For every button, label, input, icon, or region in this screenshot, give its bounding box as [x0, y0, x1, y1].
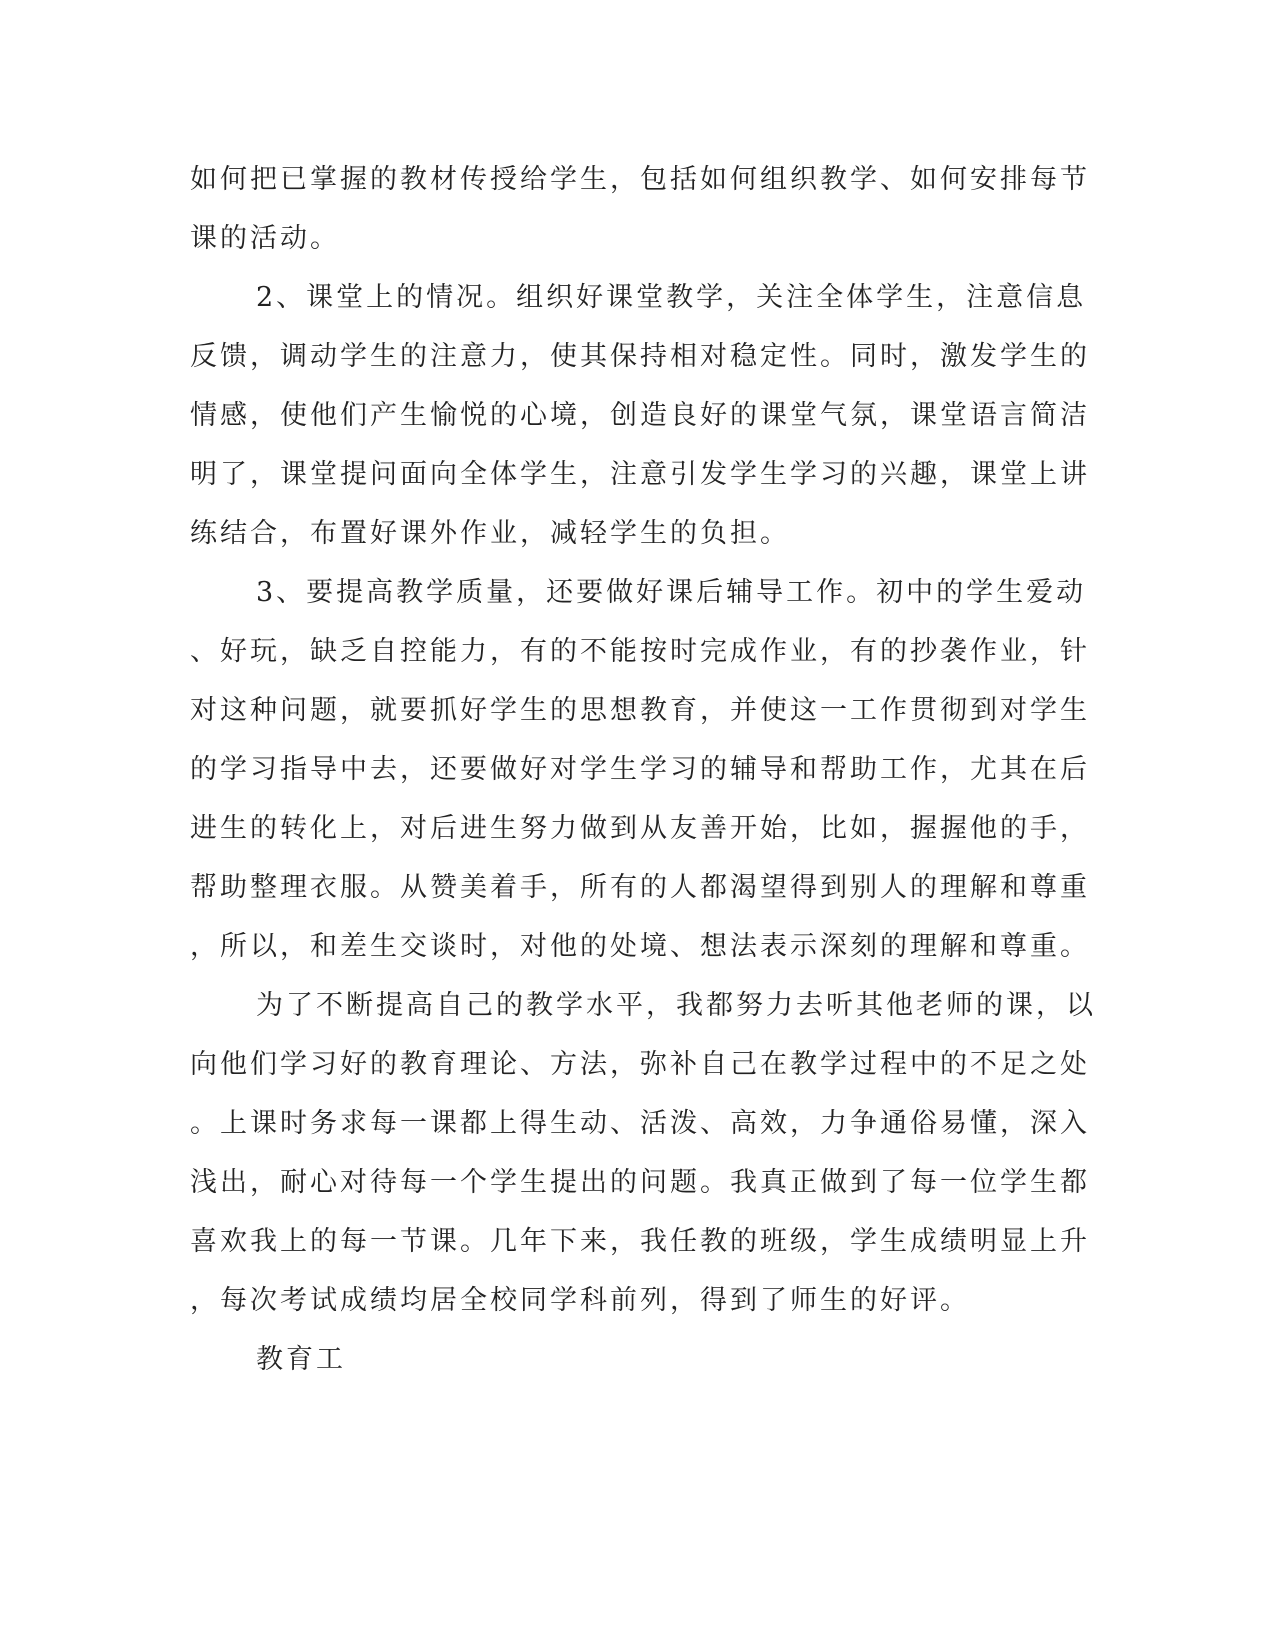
text-line: 帮助整理衣服。从赞美着手，所有的人都渴望得到别人的理解和尊重	[190, 872, 1090, 903]
text-line: 的学习指导中去，还要做好对学生学习的辅导和帮助工作，尤其在后	[190, 754, 1090, 785]
text-line: ，所以，和差生交谈时，对他的处境、想法表示深刻的理解和尊重。	[190, 931, 1090, 962]
text-line: 练结合，布置好课外作业，减轻学生的负担。	[190, 518, 790, 549]
text-line: 反馈，调动学生的注意力，使其保持相对稳定性。同时，激发学生的	[190, 341, 1090, 372]
text-line: 向他们学习好的教育理论、方法，弥补自己在教学过程中的不足之处	[190, 1049, 1090, 1080]
paragraph-start-line: 2、课堂上的情况。组织好课堂教学，关注全体学生，注意信息	[256, 282, 1087, 313]
text-line: 、好玩，缺乏自控能力，有的不能按时完成作业，有的抄袭作业，针	[190, 636, 1090, 667]
text-line: 喜欢我上的每一节课。几年下来，我任教的班级，学生成绩明显上升	[190, 1226, 1090, 1257]
text-line: ，每次考试成绩均居全校同学科前列，得到了师生的好评。	[190, 1285, 970, 1316]
text-line: 课的活动。	[190, 223, 340, 254]
text-line: 对这种问题，就要抓好学生的思想教育，并使这一工作贯彻到对学生	[190, 695, 1090, 726]
paragraph-start-line: 3、要提高教学质量，还要做好课后辅导工作。初中的学生爱动	[256, 577, 1087, 608]
text-line: 。上课时务求每一课都上得生动、活泼、高效，力争通俗易懂，深入	[190, 1108, 1090, 1139]
paragraph-start-line: 教育工	[256, 1344, 346, 1375]
text-line: 情感，使他们产生愉悦的心境，创造良好的课堂气氛，课堂语言简洁	[190, 400, 1090, 431]
text-line: 明了，课堂提问面向全体学生，注意引发学生学习的兴趣，课堂上讲	[190, 459, 1090, 490]
paragraph-start-line: 为了不断提高自己的教学水平，我都努力去听其他老师的课，以	[256, 990, 1096, 1021]
text-line: 浅出，耐心对待每一个学生提出的问题。我真正做到了每一位学生都	[190, 1167, 1090, 1198]
text-line: 进生的转化上，对后进生努力做到从友善开始，比如，握握他的手，	[190, 813, 1090, 844]
text-line: 如何把已掌握的教材传授给学生，包括如何组织教学、如何安排每节	[190, 164, 1090, 195]
